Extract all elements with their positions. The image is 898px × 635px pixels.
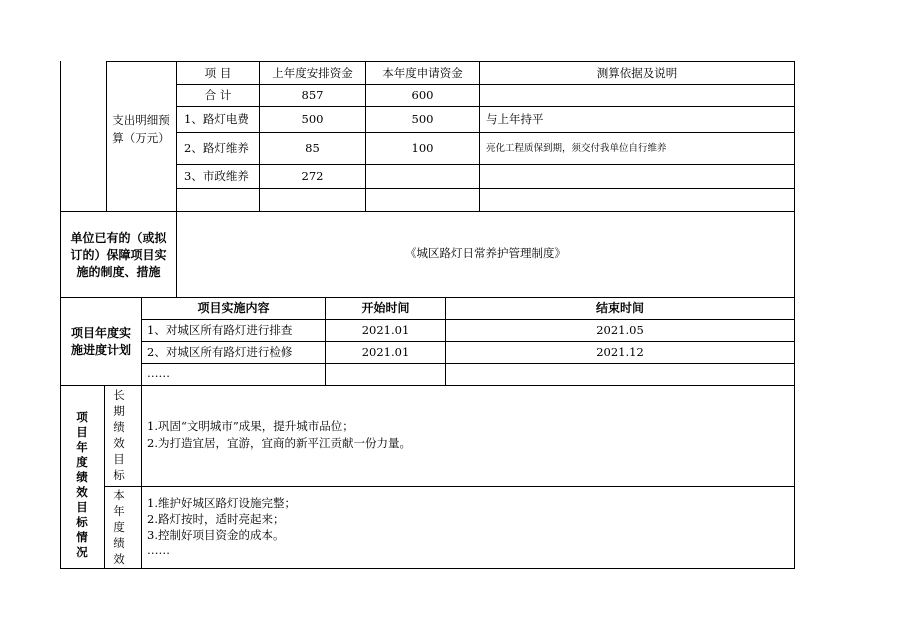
rule (176, 61, 177, 211)
long-term-label: 长期绩效目标 (113, 388, 125, 482)
schedule-row-content: …… (147, 366, 170, 380)
rule (106, 61, 794, 62)
budget-row-item: 1、路灯电费 (184, 112, 249, 126)
system-content: 《城区路灯日常养护管理制度》 (405, 246, 566, 260)
rule (141, 319, 794, 320)
rule (479, 61, 480, 211)
rule (794, 61, 795, 569)
budget-row-last: 85 (305, 141, 320, 155)
budget-row-note: 与上年持平 (486, 112, 544, 126)
budget-header-this-year: 本年度申请资金 (382, 66, 463, 80)
annual-goal-line: 3.控制好项目资金的成本。 (147, 528, 285, 542)
budget-row-item: 3、市政维养 (184, 169, 249, 183)
schedule-label-line: 项目年度实 (70, 326, 131, 340)
schedule-label-line: 施进度计划 (70, 343, 131, 357)
rule (176, 164, 794, 165)
schedule-header-end: 结束时间 (595, 301, 644, 315)
budget-header-item: 项 目 (204, 66, 232, 80)
schedule-header-start: 开始时间 (361, 301, 410, 315)
budget-header-last-year: 上年度安排资金 (272, 66, 353, 80)
annual-label: 本年度绩效 (113, 488, 125, 566)
rule (176, 132, 794, 133)
rule (176, 188, 794, 189)
schedule-row-end: 2021.05 (596, 323, 644, 337)
budget-row-item: 合 计 (204, 88, 232, 102)
budget-row-this: 500 (411, 112, 434, 126)
rule (60, 568, 794, 569)
budget-side-label: 支出明细预算（万元） (112, 113, 170, 145)
budget-row-last: 857 (301, 88, 324, 102)
rule (141, 341, 794, 342)
rule (176, 84, 794, 85)
system-label-line: 施的制度、措施 (76, 265, 161, 279)
schedule-row-end: 2021.12 (596, 345, 644, 359)
system-label-line: 单位已有的（或拟 (70, 231, 167, 245)
rule (176, 106, 794, 107)
long-term-goal-line: 2.为打造宜居，宜游，宜商的新平江贡献一份力量。 (147, 436, 411, 450)
system-label-line: 订的）保障项目实 (70, 248, 167, 262)
annual-goal-line: 1.维护好城区路灯设施完整； (147, 496, 296, 510)
budget-row-last: 500 (301, 112, 324, 126)
rule (365, 61, 366, 211)
budget-row-item: 2、路灯维养 (184, 141, 249, 155)
schedule-row-start: 2021.01 (361, 323, 410, 337)
schedule-row-content: 2、对城区所有路灯进行检修 (147, 345, 293, 359)
rule (106, 61, 107, 211)
rule (141, 363, 794, 364)
rule (259, 61, 260, 211)
budget-row-this: 100 (411, 141, 434, 155)
annual-goal-line: 2.路灯按时，适时亮起来； (147, 512, 285, 526)
budget-header-basis: 测算依据及说明 (596, 66, 678, 80)
rule (141, 385, 142, 568)
rule (60, 385, 794, 386)
schedule-row-content: 1、对城区所有路灯进行排查 (147, 323, 293, 337)
budget-row-this: 600 (411, 88, 434, 102)
budget-row-note: 亮化工程质保到期，须交付我单位自行维养 (486, 143, 667, 154)
rule (60, 297, 794, 298)
performance-label: 项目年度绩效目标情况 (76, 410, 88, 559)
schedule-header-content: 项目实施内容 (197, 301, 270, 315)
rule (60, 211, 794, 212)
long-term-goal-line: 1.巩固“文明城市”成果，提升城市品位； (147, 419, 354, 433)
budget-row-last: 272 (301, 169, 324, 183)
annual-goal-line: …… (147, 543, 170, 557)
rule (60, 61, 61, 568)
rule (104, 486, 794, 487)
rule (104, 385, 105, 568)
schedule-row-start: 2021.01 (361, 345, 410, 359)
